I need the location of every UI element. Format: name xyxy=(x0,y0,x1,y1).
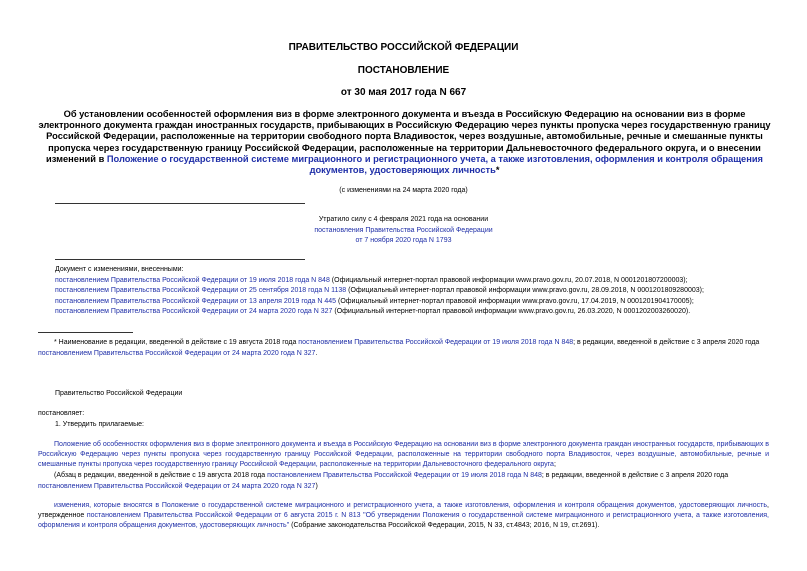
footnote xyxy=(38,338,769,359)
title-link-regulation[interactable]: Положение о государственной системе миграционного и регистрационного учета, а также изготовления, оформления и контроля обращения документов, удостоверяющих личность xyxy=(106,153,763,176)
paragraph-text: ; xyxy=(553,461,556,469)
paragraph-regulation xyxy=(38,440,769,471)
list-item xyxy=(55,286,775,297)
paragraph-edition-note xyxy=(38,471,769,492)
changes-list xyxy=(55,265,775,318)
divider xyxy=(55,259,305,260)
change-link[interactable]: постановлением Правительства Российской Федерации от 25 сентября 2018 года N 1138 xyxy=(55,287,347,294)
government-heading: ПРАВИТЕЛЬСТВО РОССИЙСКОЙ ФЕДЕРАЦИИ xyxy=(288,42,519,53)
footnote-text: . xyxy=(315,349,318,357)
paragraph-text: (Собрание законодательства Российской Федерации, 2015, N 33, ст.4843; 2016, N 19, ст.2691). xyxy=(289,522,600,530)
date-number-heading: от 30 мая 2017 года N 667 xyxy=(340,87,467,98)
change-source: (Официальный интернет-портал правовой информации www.pravo.gov.ru, 26.03.2020, N 0001202003260020). xyxy=(332,308,691,315)
paragraph-text: (Абзац в редакции, введенной в действие с 19 августа 2018 года xyxy=(54,472,268,479)
paragraph-amendments xyxy=(38,501,769,532)
paragraph-link[interactable]: постановлением Правительства Российской Федерации от 24 марта 2020 года N 327 xyxy=(38,482,316,490)
change-source: (Официальный интернет-портал правовой информации www.pravo.gov.ru, 20.07.2018, N 0001201807200003); xyxy=(329,276,688,284)
divider xyxy=(55,203,305,204)
body-item-1: 1. Утвердить прилагаемые: xyxy=(55,421,144,428)
body-government: Правительство Российской Федерации xyxy=(55,390,183,397)
paragraph-link[interactable]: постановлением Правительства Российской Федерации от 19 июля 2018 года N 848 xyxy=(267,472,542,479)
change-link[interactable]: постановлением Правительства Российской Федерации от 19 июля 2018 года N 848 xyxy=(55,276,330,284)
amended-note: (с изменениями на 24 марта 2020 года) xyxy=(339,187,468,194)
body-decrees: постановляет: xyxy=(38,410,85,417)
change-source: (Официальный интернет-портал правовой информации www.pravo.gov.ru, 17.04.2019, N 0001201904170005); xyxy=(336,297,694,305)
paragraph-text: ; в редакции, введенной в действие с 3 апреля 2020 года xyxy=(541,472,729,479)
footnote-text: * Наименование в редакции, введенной в действие с 19 августа 2018 года xyxy=(54,339,299,346)
repeal-line: Утратило силу с 4 февраля 2021 года на основании xyxy=(318,216,489,223)
title-asterisk: * xyxy=(495,165,500,176)
change-link[interactable]: постановлением Правительства Российской Федерации от 13 апреля 2019 года N 445 xyxy=(55,297,337,305)
paragraph-link[interactable]: Положение об особенностях оформления виз в форме электронного документа и въезда в Российскую Федерацию на основании виз в форме электронного документа граждан иностранных государств, прибывающих в Российскую Федерацию через пункты пропуска через государственную границу Российской Федерации, расположенные на территории свободного порта Владивосток, через воздушные, автомобильные, речные и смешанные пункты пропуска через государственную границу Российской Федерации, расположенные на территории Дальневосточного федерального округа xyxy=(38,441,769,469)
paragraph-link[interactable]: постановлением Правительства Российской Федерации от 6 августа 2015 г. N 813 "Об утверждении Положения о государственной системе миграционного и регистрационного учета, а также изготовления, оформления и контроля обращения документов, удостоверяющих личность" xyxy=(38,512,769,530)
repeal-notice xyxy=(0,215,807,247)
footnote-divider xyxy=(38,332,133,333)
list-item xyxy=(55,276,775,287)
footnote-text: ; в редакции, введенной в действие с 3 апреля 2020 года xyxy=(573,339,760,346)
change-source: (Официальный интернет-портал правовой информации www.pravo.gov.ru, 28.09.2018, N 0001201809280003); xyxy=(346,287,704,294)
title-text: Об установлении особенностей оформления виз в форме электронного документа и въезда в Российскую Федерацию на основании виз в форме электронного документа граждан иностранных государств, прибывающих в Российскую Федерацию через пункты пропуска через государственную границу Российской Федерации, расположенные на территории свободного порта Владивосток, через воздушные, автомобильные, речные и смешанные пункты пропуска через государственную границу Российской Федерации, расположенные на территории Дальневосточного федерального округа, и о внесении изменений в xyxy=(38,109,771,164)
repeal-link-date[interactable]: от 7 ноября 2020 года N 1793 xyxy=(355,237,452,245)
doc-type-heading: ПОСТАНОВЛЕНИЕ xyxy=(357,65,450,76)
paragraph-text: ) xyxy=(315,482,318,490)
change-link[interactable]: постановлением Правительства Российской Федерации от 24 марта 2020 года N 327 xyxy=(55,308,333,315)
changes-intro: Документ с изменениями, внесенными: xyxy=(55,266,184,273)
list-item xyxy=(55,297,775,308)
list-item xyxy=(55,307,775,318)
paragraph-link[interactable]: изменения, которые вносятся в Положение о государственной системе миграционного и регистрационного учета, а также изготовления, оформления и контроля обращения документов, удостоверяющих личность xyxy=(54,502,768,509)
document-title xyxy=(38,109,771,176)
footnote-link[interactable]: постановлением Правительства Российской Федерации от 24 марта 2020 года N 327 xyxy=(38,349,316,357)
repeal-link[interactable]: постановления Правительства Российской Федерации xyxy=(314,226,493,234)
footnote-link[interactable]: постановлением Правительства Российской Федерации от 19 июля 2018 года N 848 xyxy=(298,339,574,346)
paragraph-text: , утвержденное xyxy=(38,502,769,520)
